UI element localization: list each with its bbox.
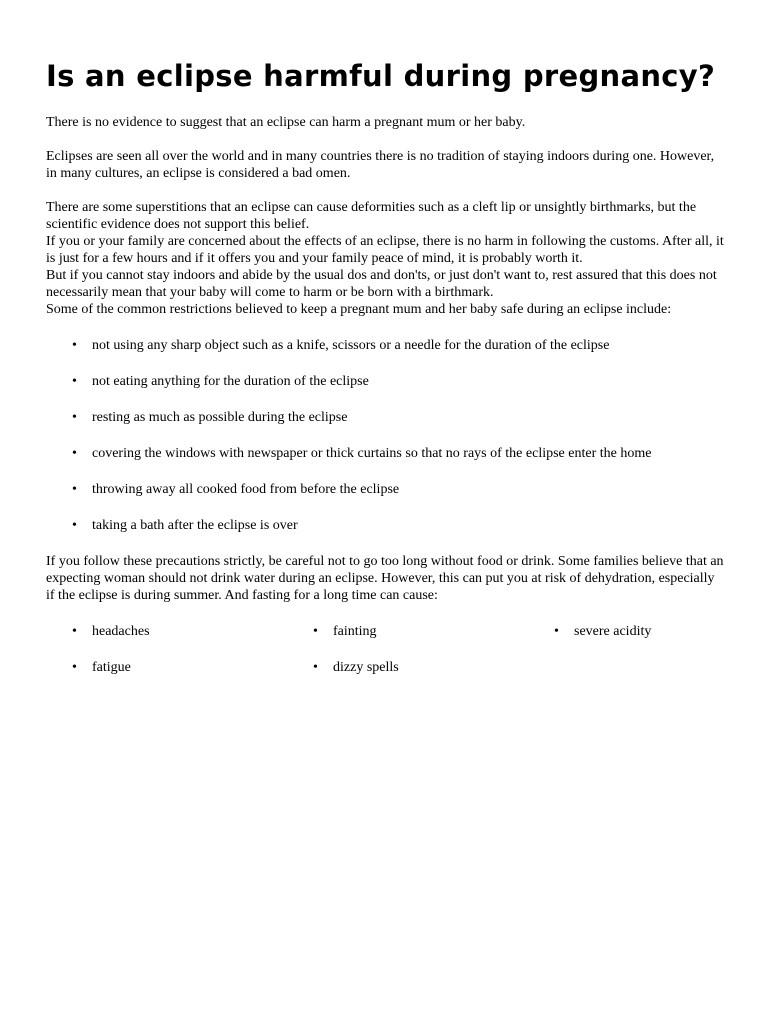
effects-list <box>46 623 726 676</box>
paragraph-precautions: If you follow these precautions strictly, be careful not to go too long without food or drink. Some families believe that an expecting woman should not drink water during an eclipse. However, this can put you at risk of dehydration, especially if the eclipse is during summer. And fasting for a long time can cause: <box>46 554 724 603</box>
list-item-text: taking a bath after the eclipse is over <box>92 518 298 533</box>
list-item <box>46 409 726 426</box>
list-item-text: fatigue <box>92 660 131 675</box>
bullet-icon: • <box>72 338 77 353</box>
paragraph-rest-assured: But if you cannot stay indoors and abide by the usual dos and don'ts, or just don't want to, rest assured that this does not necessarily mean that your baby will come to harm or be born with a birthmark. <box>46 268 717 300</box>
list-item-text: not using any sharp object such as a knife, scissors or a needle for the duration of the eclipse <box>92 338 610 353</box>
bullet-icon: • <box>72 660 77 675</box>
article-title: Is an eclipse harmful during pregnancy? <box>46 59 716 93</box>
bullet-icon: • <box>72 410 77 425</box>
paragraph-restrictions-intro: Some of the common restrictions believed to keep a pregnant mum and her baby safe during an eclipse include: <box>46 302 672 317</box>
list-item <box>287 659 528 676</box>
paragraph-eclipses-worldwide: Eclipses are seen all over the world and in many countries there is no tradition of staying indoors during one. However, in many cultures, an eclipse is considered a bad omen. <box>46 149 715 181</box>
list-item <box>528 623 726 640</box>
list-item <box>46 623 287 640</box>
article <box>46 58 726 676</box>
paragraph-family-concerns: If you or your family are concerned about the effects of an eclipse, there is no harm in following the customs. After all, it is just for a few hours and if it offers you and your family peace of mind, it is probably worth it. <box>46 234 724 266</box>
restrictions-list <box>46 337 726 534</box>
list-item-text: resting as much as possible during the eclipse <box>92 410 348 425</box>
bullet-icon: • <box>313 660 318 675</box>
list-item-text: severe acidity <box>574 624 652 639</box>
bullet-icon: • <box>72 374 77 389</box>
list-item-text: fainting <box>333 624 377 639</box>
list-item <box>46 445 726 462</box>
bullet-icon: • <box>72 624 77 639</box>
list-item <box>46 659 287 676</box>
list-item-text: dizzy spells <box>333 660 399 675</box>
bullet-icon: • <box>554 624 559 639</box>
bullet-icon: • <box>72 446 77 461</box>
bullet-icon: • <box>72 518 77 533</box>
list-item-text: throwing away all cooked food from before the eclipse <box>92 482 400 497</box>
bullet-icon: • <box>72 482 77 497</box>
bullet-icon: • <box>313 624 318 639</box>
list-item-text: covering the windows with newspaper or thick curtains so that no rays of the eclipse enter the home <box>92 446 652 461</box>
list-item <box>46 481 726 498</box>
list-item <box>287 623 528 640</box>
list-item <box>46 337 726 354</box>
list-item-text: headaches <box>92 624 150 639</box>
list-item <box>46 517 726 534</box>
intro-paragraph: There is no evidence to suggest that an eclipse can harm a pregnant mum or her baby. <box>46 115 526 130</box>
list-item-text: not eating anything for the duration of the eclipse <box>92 374 369 389</box>
list-item <box>46 373 726 390</box>
paragraph-superstitions: There are some superstitions that an eclipse can cause deformities such as a cleft lip or unsightly birthmarks, but the scientific evidence does not support this belief. <box>46 200 697 232</box>
